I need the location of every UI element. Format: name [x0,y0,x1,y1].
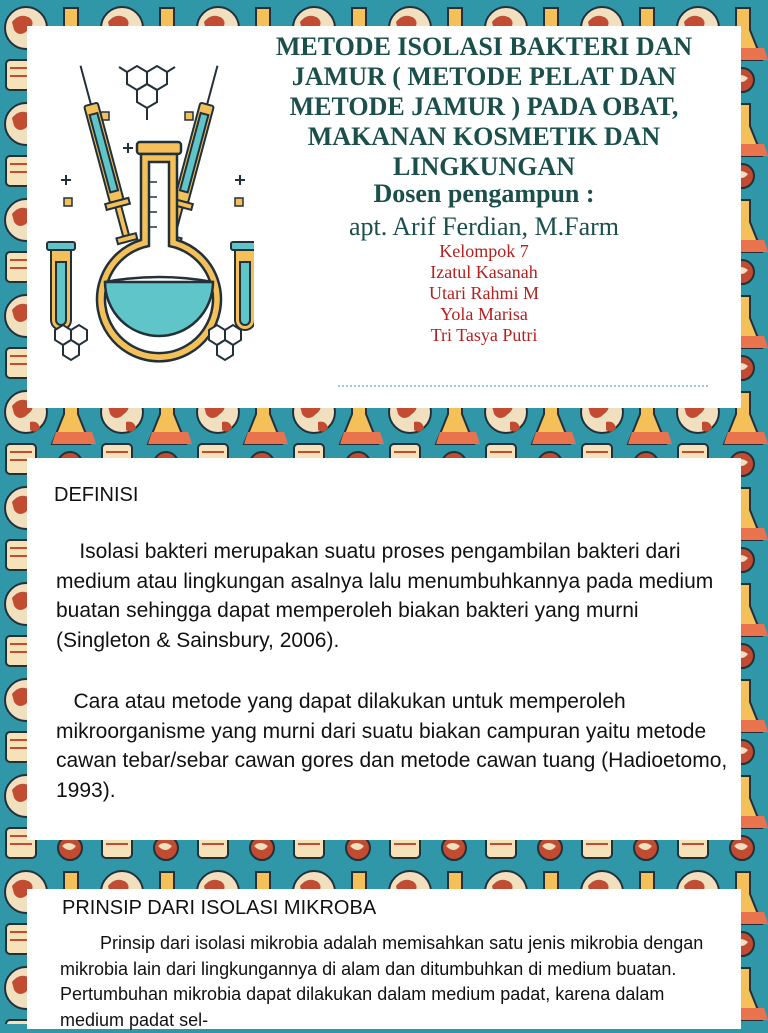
member-name: Yola Marisa [440,304,528,324]
title-slide [27,26,741,408]
lecturer-name: apt. Arif Ferdian, M.Farm [348,212,620,241]
section-heading: DEFINISI [54,484,139,506]
group-name: Kelompok 7 [439,241,529,261]
member-name: Tri Tasya Putri [430,325,538,345]
member-name: Izatul Kasanah [430,262,538,282]
definition-paragraph: Isolasi bakteri merupakan suatu proses pengambilan bakteri dari medium atau lingkungan asalnya lalu menumbuhkannya pada medium buatan sehingga dapat memperoleh biakan bakteri yang murni (Singleton & Sainsbury, 2006). [56,540,714,652]
presentation-title: METODE ISOLASI BAKTERI DAN JAMUR ( METODE PELAT DAN METODE JAMUR ) PADA OBAT, MAKANAN KOSMETIK DAN LINGKUNGAN [275,32,693,181]
flask-syringes-test-tubes-molecule-illustration [39,62,254,372]
principle-paragraph: Prinsip dari isolasi mikrobia adalah memisahkan satu jenis mikrobia dengan mikrobia lain dari lingkungannya di alam dan ditumbuhkan di medium buatan. Pertumbuhan mikrobia dapat dilakukan dalam medium padat, karena dalam medium padat sel- [60,933,704,1030]
method-paragraph: Cara atau metode yang dapat dilakukan untuk memperoleh mikroorganisme yang murni dari suatu biakan campuran yaitu metode cawan tebar/sebar cawan gores dan metode cawan tuang (Hadioetomo, 1993). [56,690,728,802]
definition-slide [27,458,741,840]
dotted-divider [338,385,708,387]
group-members [255,241,713,346]
lecturer-label: Dosen pengampun : [373,179,595,208]
member-name: Utari Rahmi M [429,283,539,303]
section-heading: PRINSIP DARI ISOLASI MIKROBA [62,897,377,919]
principle-slide [27,889,741,1029]
